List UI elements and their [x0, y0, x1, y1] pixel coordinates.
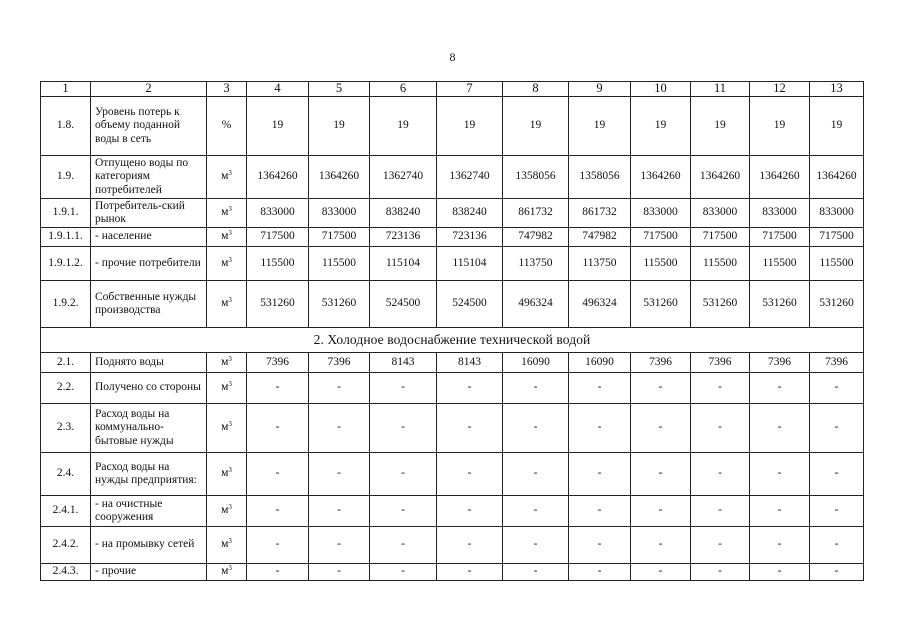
- value-cell: 7396: [691, 353, 750, 373]
- row-unit: [207, 97, 247, 156]
- value-cell: -: [631, 404, 691, 453]
- table-row: [41, 564, 864, 581]
- value-cell: 838240: [437, 199, 503, 228]
- value-cell: 1362740: [437, 156, 503, 199]
- value-cell: 833000: [750, 199, 810, 228]
- column-number: 5: [309, 82, 370, 97]
- value-cell: 113750: [569, 247, 631, 281]
- column-number: 13: [810, 82, 864, 97]
- unit-text: %: [221, 119, 232, 132]
- unit-text: м: [221, 297, 229, 310]
- row-name: Получено со стороны: [91, 373, 207, 404]
- value-cell: 1358056: [503, 156, 569, 199]
- column-number: 12: [750, 82, 810, 97]
- value-cell: -: [503, 404, 569, 453]
- row-code: 1.9.1.: [41, 199, 91, 228]
- value-cell: 16090: [503, 353, 569, 373]
- value-cell: 531260: [810, 281, 864, 328]
- row-unit: [207, 199, 247, 228]
- value-cell: -: [569, 453, 631, 496]
- row-code: 2.4.3.: [41, 564, 91, 581]
- table-row: [41, 353, 864, 373]
- value-cell: -: [569, 496, 631, 527]
- value-cell: -: [247, 453, 309, 496]
- value-cell: -: [309, 496, 370, 527]
- row-unit: [207, 453, 247, 496]
- table-row: [41, 373, 864, 404]
- value-cell: 747982: [569, 228, 631, 247]
- value-cell: -: [503, 527, 569, 564]
- unit-text: м: [221, 538, 229, 551]
- value-cell: -: [309, 373, 370, 404]
- value-cell: -: [437, 404, 503, 453]
- value-cell: -: [503, 373, 569, 404]
- row-name: - прочие: [91, 564, 207, 581]
- section-title: 2. Холодное водоснабжение технической водой: [41, 328, 864, 353]
- value-cell: 19: [247, 97, 309, 156]
- column-number: 7: [437, 82, 503, 97]
- value-cell: 723136: [370, 228, 437, 247]
- value-cell: -: [810, 564, 864, 581]
- value-cell: 19: [569, 97, 631, 156]
- value-cell: 19: [691, 97, 750, 156]
- value-cell: 19: [309, 97, 370, 156]
- unit-superscript: 3: [228, 255, 232, 264]
- unit-superscript: 3: [228, 296, 232, 305]
- row-name: Собственные нужды производства: [91, 281, 207, 328]
- value-cell: 723136: [437, 228, 503, 247]
- value-cell: 19: [370, 97, 437, 156]
- value-cell: 531260: [750, 281, 810, 328]
- column-number: 11: [691, 82, 750, 97]
- value-cell: 524500: [370, 281, 437, 328]
- row-unit: [207, 564, 247, 581]
- row-unit: [207, 353, 247, 373]
- value-cell: -: [247, 564, 309, 581]
- value-cell: 16090: [569, 353, 631, 373]
- value-cell: 7396: [750, 353, 810, 373]
- value-cell: -: [631, 496, 691, 527]
- value-cell: -: [370, 453, 437, 496]
- row-name: - на промывку сетей: [91, 527, 207, 564]
- table-row: [41, 527, 864, 564]
- unit-text: м: [221, 230, 229, 243]
- value-cell: 717500: [810, 228, 864, 247]
- value-cell: 496324: [569, 281, 631, 328]
- value-cell: -: [370, 527, 437, 564]
- unit-superscript: 3: [228, 503, 232, 512]
- row-unit: [207, 281, 247, 328]
- value-cell: 1364260: [247, 156, 309, 199]
- value-cell: -: [569, 527, 631, 564]
- value-cell: -: [569, 404, 631, 453]
- value-cell: -: [750, 564, 810, 581]
- column-number: 6: [370, 82, 437, 97]
- value-cell: 531260: [247, 281, 309, 328]
- value-cell: 1364260: [691, 156, 750, 199]
- unit-superscript: 3: [228, 466, 232, 475]
- unit-superscript: 3: [228, 420, 232, 429]
- value-cell: -: [691, 496, 750, 527]
- value-cell: 838240: [370, 199, 437, 228]
- value-cell: -: [437, 496, 503, 527]
- value-cell: 1362740: [370, 156, 437, 199]
- table-row: [41, 281, 864, 328]
- value-cell: 1364260: [810, 156, 864, 199]
- unit-superscript: 3: [228, 564, 232, 573]
- value-cell: 115500: [810, 247, 864, 281]
- row-name: - население: [91, 228, 207, 247]
- value-cell: 19: [503, 97, 569, 156]
- table-row: [41, 453, 864, 496]
- value-cell: -: [370, 404, 437, 453]
- value-cell: 113750: [503, 247, 569, 281]
- value-cell: 531260: [309, 281, 370, 328]
- row-name: Потребитель-ский рынок: [91, 199, 207, 228]
- value-cell: -: [691, 373, 750, 404]
- unit-text: м: [221, 355, 229, 368]
- row-unit: [207, 247, 247, 281]
- row-unit: [207, 496, 247, 527]
- table-row: [41, 97, 864, 156]
- value-cell: 717500: [309, 228, 370, 247]
- row-name: Уровень потерь к объему поданной воды в сеть: [91, 97, 207, 156]
- value-cell: 531260: [691, 281, 750, 328]
- row-name: - на очистные сооружения: [91, 496, 207, 527]
- table-row: [41, 199, 864, 228]
- value-cell: 7396: [810, 353, 864, 373]
- value-cell: 861732: [569, 199, 631, 228]
- table-row: [41, 404, 864, 453]
- value-cell: 717500: [750, 228, 810, 247]
- value-cell: 717500: [631, 228, 691, 247]
- row-code: 1.9.2.: [41, 281, 91, 328]
- value-cell: -: [503, 496, 569, 527]
- unit-superscript: 3: [228, 354, 232, 363]
- value-cell: -: [750, 404, 810, 453]
- value-cell: 19: [750, 97, 810, 156]
- unit-text: м: [221, 256, 229, 269]
- value-cell: 524500: [437, 281, 503, 328]
- value-cell: 115500: [750, 247, 810, 281]
- row-unit: [207, 228, 247, 247]
- value-cell: -: [810, 404, 864, 453]
- value-cell: -: [810, 496, 864, 527]
- data-table: [40, 81, 864, 581]
- value-cell: 833000: [810, 199, 864, 228]
- value-cell: 7396: [247, 353, 309, 373]
- table-row: [41, 156, 864, 199]
- unit-text: м: [221, 467, 229, 480]
- value-cell: -: [309, 527, 370, 564]
- column-number: 9: [569, 82, 631, 97]
- value-cell: 8143: [437, 353, 503, 373]
- value-cell: 833000: [309, 199, 370, 228]
- value-cell: -: [750, 527, 810, 564]
- value-cell: -: [691, 564, 750, 581]
- unit-superscript: 3: [228, 169, 232, 178]
- value-cell: -: [437, 564, 503, 581]
- value-cell: 496324: [503, 281, 569, 328]
- column-number: 8: [503, 82, 569, 97]
- row-code: 1.9.1.1.: [41, 228, 91, 247]
- row-code: 2.4.: [41, 453, 91, 496]
- value-cell: -: [503, 453, 569, 496]
- value-cell: -: [309, 453, 370, 496]
- unit-text: м: [221, 170, 229, 183]
- row-code: 2.2.: [41, 373, 91, 404]
- value-cell: -: [691, 527, 750, 564]
- unit-superscript: 3: [228, 537, 232, 546]
- value-cell: -: [247, 373, 309, 404]
- value-cell: 1364260: [631, 156, 691, 199]
- page-number: 8: [449, 50, 456, 64]
- value-cell: -: [750, 453, 810, 496]
- row-name: Отпущено воды по категориям потребителей: [91, 156, 207, 199]
- table-row: [41, 496, 864, 527]
- row-code: 2.4.1.: [41, 496, 91, 527]
- value-cell: -: [631, 373, 691, 404]
- row-code: 1.9.: [41, 156, 91, 199]
- row-code: 2.4.2.: [41, 527, 91, 564]
- value-cell: 115500: [309, 247, 370, 281]
- unit-text: м: [221, 565, 229, 578]
- value-cell: -: [370, 564, 437, 581]
- value-cell: 115104: [437, 247, 503, 281]
- value-cell: 531260: [631, 281, 691, 328]
- row-code: 2.3.: [41, 404, 91, 453]
- value-cell: 717500: [247, 228, 309, 247]
- value-cell: 833000: [691, 199, 750, 228]
- value-cell: -: [370, 496, 437, 527]
- value-cell: 1364260: [309, 156, 370, 199]
- column-number: 3: [207, 82, 247, 97]
- value-cell: 717500: [691, 228, 750, 247]
- row-unit: [207, 156, 247, 199]
- column-number: 2: [91, 82, 207, 97]
- row-code: 1.8.: [41, 97, 91, 156]
- value-cell: 19: [810, 97, 864, 156]
- value-cell: -: [309, 404, 370, 453]
- row-code: 2.1.: [41, 353, 91, 373]
- value-cell: -: [569, 564, 631, 581]
- column-number: 1: [41, 82, 91, 97]
- row-name: Расход воды на нужды предприятия:: [91, 453, 207, 496]
- unit-text: м: [221, 421, 229, 434]
- unit-text: м: [221, 504, 229, 517]
- value-cell: 833000: [631, 199, 691, 228]
- value-cell: -: [750, 373, 810, 404]
- value-cell: -: [810, 373, 864, 404]
- value-cell: 115500: [247, 247, 309, 281]
- value-cell: -: [691, 404, 750, 453]
- row-code: 1.9.1.2.: [41, 247, 91, 281]
- column-number: 10: [631, 82, 691, 97]
- value-cell: -: [631, 453, 691, 496]
- value-cell: 8143: [370, 353, 437, 373]
- value-cell: 1358056: [569, 156, 631, 199]
- header-row: [41, 82, 864, 97]
- table-row: [41, 228, 864, 247]
- value-cell: -: [247, 496, 309, 527]
- row-unit: [207, 404, 247, 453]
- row-unit: [207, 373, 247, 404]
- value-cell: -: [247, 404, 309, 453]
- value-cell: 861732: [503, 199, 569, 228]
- value-cell: 7396: [309, 353, 370, 373]
- value-cell: -: [247, 527, 309, 564]
- row-name: - прочие потребители: [91, 247, 207, 281]
- value-cell: -: [810, 527, 864, 564]
- value-cell: -: [437, 453, 503, 496]
- value-cell: 747982: [503, 228, 569, 247]
- value-cell: 833000: [247, 199, 309, 228]
- value-cell: 19: [631, 97, 691, 156]
- unit-superscript: 3: [228, 229, 232, 238]
- value-cell: 19: [437, 97, 503, 156]
- row-name: Поднято воды: [91, 353, 207, 373]
- unit-text: м: [221, 206, 229, 219]
- unit-text: м: [221, 381, 229, 394]
- value-cell: -: [569, 373, 631, 404]
- unit-superscript: 3: [228, 380, 232, 389]
- unit-superscript: 3: [228, 205, 232, 214]
- value-cell: -: [750, 496, 810, 527]
- value-cell: -: [309, 564, 370, 581]
- value-cell: -: [370, 373, 437, 404]
- value-cell: -: [437, 373, 503, 404]
- value-cell: 115104: [370, 247, 437, 281]
- value-cell: 7396: [631, 353, 691, 373]
- value-cell: 115500: [691, 247, 750, 281]
- value-cell: 115500: [631, 247, 691, 281]
- row-name: Расход воды на коммунально-бытовые нужды: [91, 404, 207, 453]
- value-cell: -: [631, 564, 691, 581]
- row-unit: [207, 527, 247, 564]
- table-row: [41, 247, 864, 281]
- value-cell: -: [810, 453, 864, 496]
- column-number: 4: [247, 82, 309, 97]
- value-cell: -: [691, 453, 750, 496]
- value-cell: -: [631, 527, 691, 564]
- value-cell: -: [503, 564, 569, 581]
- value-cell: 1364260: [750, 156, 810, 199]
- section-row: [41, 328, 864, 353]
- value-cell: -: [437, 527, 503, 564]
